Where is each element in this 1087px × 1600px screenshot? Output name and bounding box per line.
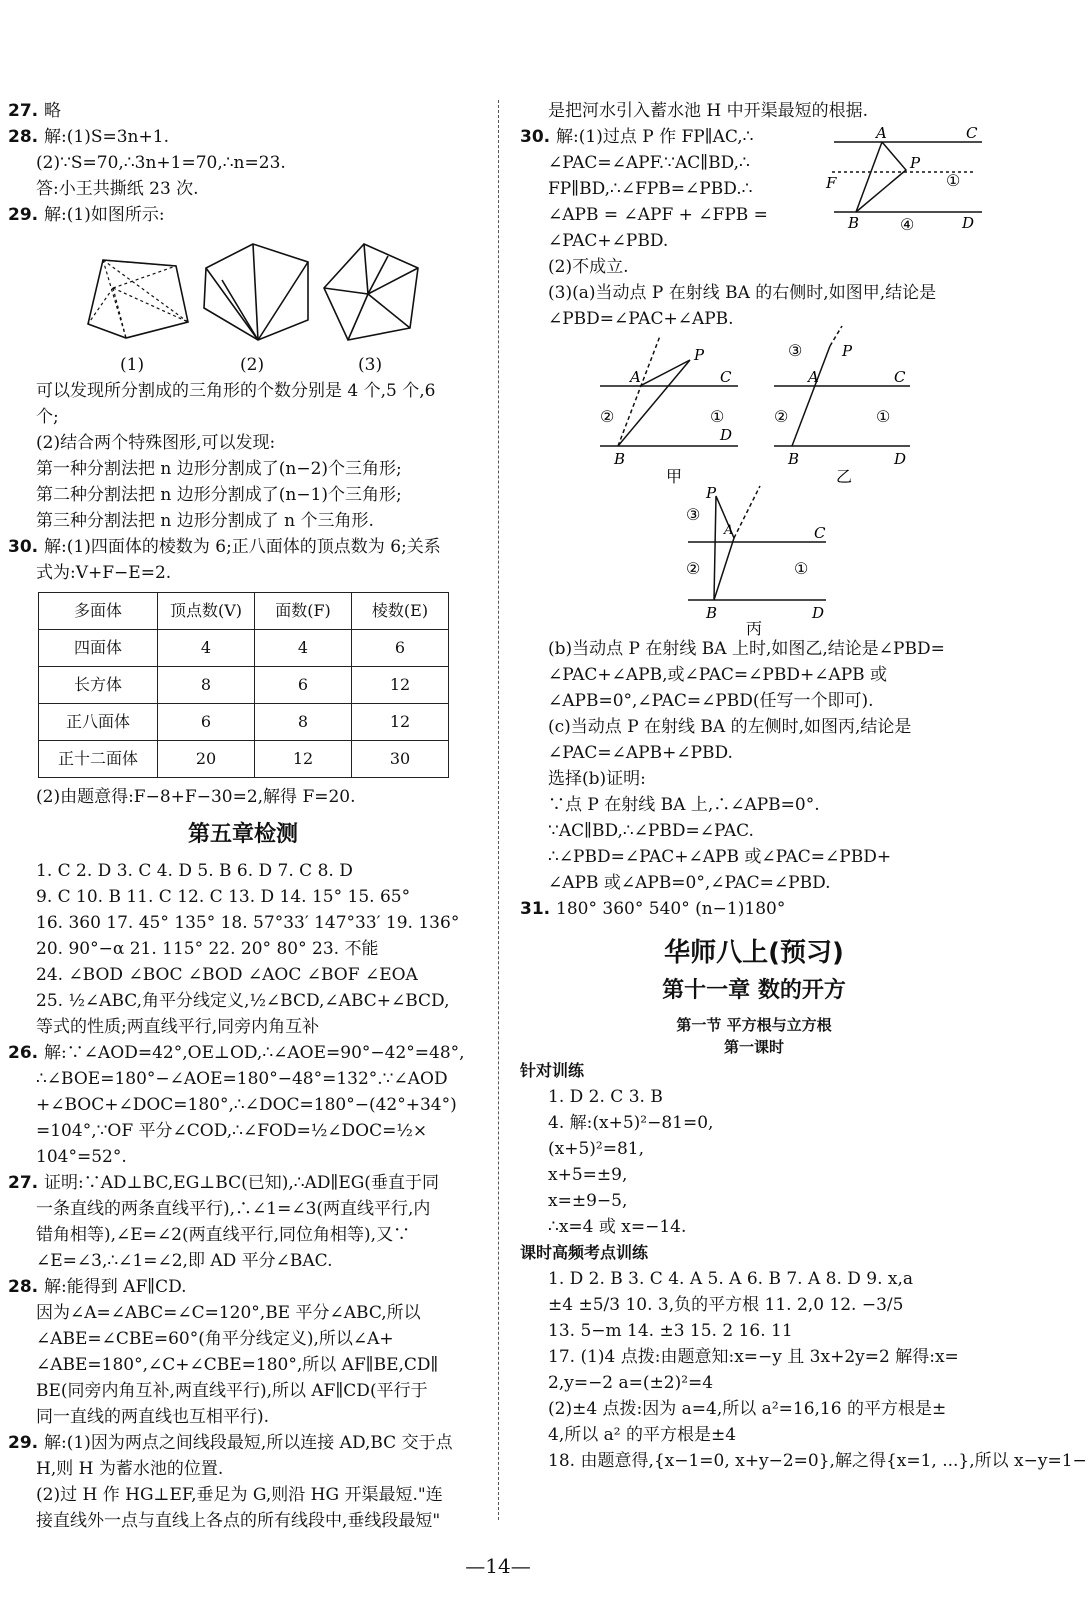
table-header: 顶点数(V) — [158, 593, 255, 630]
question-number: 27. — [8, 1173, 45, 1193]
bing-region-3: ③ — [686, 505, 701, 524]
yi-label-P: P — [842, 342, 853, 360]
answer-text: ∠PAC+∠APB,或∠PAC=∠PBD+∠APB 或 — [548, 665, 888, 685]
answer-text: 解:(1)过点 P 作 FP∥AC,∴ — [556, 127, 754, 147]
answer-text: 4,所以 a² 的平方根是±4 — [548, 1425, 737, 1445]
table-cell: 20 — [158, 741, 255, 778]
answer-text: 180° 360° 540° (n−1)180° — [556, 899, 786, 919]
text-line — [8, 858, 478, 884]
table-cell: 4 — [158, 630, 255, 667]
answer-text: 可以发现所分割成的三角形的个数分别是 4 个,5 个,6 — [36, 381, 436, 401]
answer-text: 同一直线的两直线也互相平行). — [36, 1407, 270, 1427]
fig1-region-4: ④ — [900, 215, 915, 234]
jia-label-P: P — [694, 346, 705, 364]
question-number: 31. — [520, 899, 557, 919]
figure-yi-caption: 乙 — [836, 467, 853, 486]
yi-label-C: C — [894, 368, 906, 386]
answer-text: 解:(1)S=3n+1. — [44, 127, 169, 147]
polyhedron-table — [38, 592, 449, 778]
answer-text: ∠PAC=∠APF.∵AC∥BD,∴ — [548, 153, 750, 173]
answer-text: ∠ABE=∠CBE=60°(角平分线定义),所以∠A+ — [36, 1329, 394, 1349]
answer-text: 证明:∵AD⊥BC,EG⊥BC(已知),∴AD∥EG(垂直于同 — [44, 1173, 439, 1193]
answers-block-right-3 — [520, 1084, 988, 1240]
section-title-chapter5: 第五章检测 — [187, 822, 298, 847]
text-line — [520, 1370, 988, 1396]
text-line — [8, 98, 478, 124]
question-number: 30. — [520, 127, 557, 147]
text-line — [8, 784, 478, 810]
answer-text: H,则 H 为蓄水池的位置. — [36, 1459, 224, 1479]
answer-text: 一条直线的两条直线平行),∴∠1=∠3(两直线平行,内 — [36, 1199, 431, 1219]
answer-text: 错角相等),∠E=∠2(两直线平行,同位角相等),又∵ — [36, 1225, 411, 1245]
bing-label-A: A — [724, 523, 734, 538]
text-line — [8, 1352, 478, 1378]
answer-text: (x+5)²=81, — [548, 1139, 645, 1159]
text-line — [8, 534, 478, 560]
answers-block-3 — [8, 784, 478, 810]
text-line — [520, 844, 988, 870]
text-line — [8, 430, 478, 456]
answer-text: x+5=±9, — [548, 1165, 628, 1185]
text-line — [8, 176, 478, 202]
text-line — [520, 1214, 988, 1240]
question-number: 28. — [8, 127, 45, 147]
answer-text: 第一种分割法把 n 边形分割成了(n−2)个三角形; — [36, 459, 402, 479]
table-row — [39, 667, 449, 704]
text-line — [520, 1162, 988, 1188]
label-frequent-practice: 课时高频考点训练 — [520, 1243, 649, 1262]
answer-text: 解:(1)四面体的棱数为 6;正八面体的顶点数为 6;关系 — [44, 537, 441, 557]
answer-text: 解:(1)因为两点之间线段最短,所以连接 AD,BC 交于点 — [44, 1433, 453, 1453]
yi-label-D: D — [894, 450, 907, 468]
text-line — [520, 1422, 988, 1448]
text-line — [8, 560, 478, 586]
answer-text: +∠BOC+∠DOC=180°,∴∠DOC=180°−(42°+34°) — [36, 1095, 457, 1115]
answer-text: (2)过 H 作 HG⊥EF,垂足为 G,则沿 HG 开渠最短."连 — [36, 1485, 443, 1505]
yi-region-2: ② — [774, 407, 789, 426]
answer-text: FP∥BD,∴∠FPB=∠PBD.∴ — [548, 179, 753, 199]
answers-block-right-2 — [520, 636, 988, 922]
figure-jia-caption: 甲 — [666, 467, 683, 486]
answer-text: 13. 5−m 14. ±3 15. 2 16. 11 — [548, 1321, 793, 1341]
answer-text: ∠PAC=∠APB+∠PBD. — [548, 743, 733, 763]
jia-region-2: ② — [600, 407, 615, 426]
text-line — [8, 1066, 478, 1092]
figure-bing-caption: 丙 — [746, 619, 763, 638]
answers-block-1 — [8, 98, 478, 228]
answer-text: 1. C 2. D 3. C 4. D 5. B 6. D 7. C 8. D — [36, 861, 353, 881]
table-cell: 30 — [352, 741, 449, 778]
text-line — [8, 124, 478, 150]
bing-label-C: C — [814, 524, 826, 542]
column-divider — [498, 100, 499, 1520]
text-line — [8, 456, 478, 482]
text-line — [520, 254, 988, 280]
table-cell: 12 — [352, 667, 449, 704]
answer-text: 16. 360 17. 45° 135° 18. 57°33′ 147°33′ 19. 136° — [36, 913, 460, 933]
answer-text: 1. D 2. B 3. C 4. A 5. A 6. B 7. A 8. D 9. x,a — [548, 1269, 914, 1289]
answer-text: 4. 解:(x+5)²−81=0, — [548, 1113, 714, 1133]
parallel-figure-1 — [826, 124, 986, 234]
text-line — [520, 98, 988, 124]
text-line — [520, 896, 988, 922]
text-line — [8, 1274, 478, 1300]
jia-label-D: D — [720, 426, 733, 444]
answers-block-right-4 — [520, 1266, 1087, 1474]
answer-text: ∠APB 或∠APB=0°,∠PAC=∠PBD. — [548, 873, 831, 893]
pentagon-label-2: (2) — [240, 355, 265, 375]
table-cell: 8 — [158, 667, 255, 704]
text-line — [8, 1144, 478, 1170]
jia-label-B: B — [614, 450, 626, 468]
text-line — [8, 1222, 478, 1248]
table-header: 多面体 — [39, 593, 158, 630]
text-line — [8, 508, 478, 534]
fig1-label-F: F — [826, 174, 837, 192]
text-line — [8, 962, 478, 988]
answer-text: ∠PBD=∠PAC+∠APB. — [548, 309, 734, 329]
text-line — [520, 1396, 988, 1422]
text-line — [8, 910, 478, 936]
table-cell: 6 — [255, 667, 352, 704]
right-column — [520, 98, 1087, 1474]
answer-text: (2)±4 点拨:因为 a=4,所以 a²=16,16 的平方根是± — [548, 1399, 947, 1419]
text-line — [8, 1326, 478, 1352]
text-line — [8, 936, 478, 962]
text-line — [8, 482, 478, 508]
answer-text: 解:能得到 AF∥CD. — [44, 1277, 187, 1297]
text-line — [8, 988, 478, 1014]
text-line — [8, 404, 478, 430]
pentagon-labels — [8, 352, 478, 378]
answer-text: ∴∠BOE=180°−∠AOE=180°−48°=132°.∵∠AOD — [36, 1069, 448, 1089]
text-line — [520, 1448, 1087, 1474]
table-cell: 4 — [255, 630, 352, 667]
text-line — [8, 1404, 478, 1430]
text-line — [520, 1344, 988, 1370]
answer-text: 1. D 2. C 3. B — [548, 1087, 663, 1107]
answers-block-2 — [8, 378, 478, 586]
answer-text: ∵点 P 在射线 BA 上,∴∠APB=0°. — [548, 795, 820, 815]
bing-label-P: P — [706, 484, 717, 502]
text-line — [520, 714, 988, 740]
table-cell: 四面体 — [39, 630, 158, 667]
text-line — [520, 1084, 988, 1110]
pentagon-1 — [88, 260, 188, 338]
answer-text: 选择(b)证明: — [548, 769, 646, 789]
answer-text: (c)当动点 P 在射线 BA 的左侧时,如图丙,结论是 — [548, 717, 912, 737]
question-number: 27. — [8, 101, 45, 121]
answer-text: ∵AC∥BD,∴∠PBD=∠PAC. — [548, 821, 754, 841]
parallel-figure-bing — [520, 486, 988, 636]
answer-text: 2,y=−2 a=(±2)²=4 — [548, 1373, 714, 1393]
table-cell: 正八面体 — [39, 704, 158, 741]
text-line — [520, 1136, 988, 1162]
text-line — [8, 1170, 478, 1196]
answer-text: 18. 由题意得,{x−1=0, x+y−2=0},解之得{x=1, ...},所以 x−y=1− — [548, 1451, 1087, 1471]
question-number: 28. — [8, 1277, 45, 1297]
text-line — [8, 1248, 478, 1274]
label-targeted-practice: 针对训练 — [520, 1061, 585, 1080]
answer-text: ∠E=∠3,∴∠1=∠2,即 AD 平分∠BAC. — [36, 1251, 333, 1271]
text-line — [8, 1482, 478, 1508]
text-line — [520, 1292, 988, 1318]
answer-text: 接直线外一点与直线上各点的所有线段中,垂线段最短" — [36, 1511, 441, 1531]
text-line — [520, 792, 988, 818]
answer-text: ∠APB = ∠APF + ∠FPB = — [548, 205, 768, 225]
text-line — [8, 1118, 478, 1144]
table-cell: 12 — [352, 704, 449, 741]
answer-text: ±4 ±5/3 10. 3,负的平方根 11. 2,0 12. −3/5 — [548, 1295, 904, 1315]
answer-text: 因为∠A=∠ABC=∠C=120°,BE 平分∠ABC,所以 — [36, 1303, 421, 1323]
pentagon-label-1: (1) — [120, 355, 145, 375]
answer-text: 20. 90°−α 21. 115° 22. 20° 80° 23. 不能 — [36, 939, 379, 959]
answer-text: 104°=52°. — [36, 1147, 127, 1167]
answer-text: x=±9−5, — [548, 1191, 628, 1211]
answer-text: 是把河水引入蓄水池 H 中开渠最短的根据. — [548, 101, 869, 121]
answer-text: 解:(1)如图所示: — [44, 205, 165, 225]
text-line — [520, 766, 988, 792]
text-line — [8, 1040, 478, 1066]
fig1-label-C: C — [966, 124, 978, 142]
question-number: 29. — [8, 1433, 45, 1453]
answer-text: 式为:V+F−E=2. — [36, 563, 172, 583]
text-line — [520, 818, 988, 844]
bing-label-B: B — [706, 604, 718, 622]
table-header-row — [39, 593, 449, 630]
answer-text: 24. ∠BOD ∠BOC ∠BOD ∠AOC ∠BOF ∠EOA — [36, 965, 418, 985]
jia-label-A: A — [630, 368, 641, 386]
chapter-title: 第十一章 数的开方 — [662, 978, 846, 1003]
text-line — [8, 1092, 478, 1118]
text-line — [520, 1318, 988, 1344]
table-cell: 正十二面体 — [39, 741, 158, 778]
jia-label-C: C — [720, 368, 732, 386]
left-column — [8, 98, 478, 1534]
answer-text: ∴∠PBD=∠PAC+∠APB 或∠PAC=∠PBD+ — [548, 847, 892, 867]
answer-text: ∴x=4 或 x=−14. — [548, 1217, 687, 1237]
table-cell: 6 — [158, 704, 255, 741]
answer-text: 解:∵∠AOD=42°,OE⊥OD,∴∠AOE=90°−42°=48°, — [44, 1043, 465, 1063]
text-line — [520, 306, 988, 332]
text-line — [8, 1430, 478, 1456]
bing-region-1: ① — [794, 559, 809, 578]
answer-text: BE(同旁内角互补,两直线平行),所以 AF∥CD(平行于 — [36, 1381, 428, 1401]
answer-text: ∠ABE=180°,∠C+∠CBE=180°,所以 AF∥BE,CD∥ — [36, 1355, 439, 1375]
fig1-region-1: ① — [946, 171, 961, 190]
text-line — [8, 202, 478, 228]
answer-text: 第二种分割法把 n 边形分割成了(n−1)个三角形; — [36, 485, 402, 505]
answer-text: (2)结合两个特殊图形,可以发现: — [36, 433, 276, 453]
jia-region-1: ① — [710, 407, 725, 426]
text-line — [8, 1196, 478, 1222]
text-line — [520, 688, 988, 714]
question-number: 29. — [8, 205, 45, 225]
fig1-label-P: P — [910, 154, 921, 172]
answer-text: 25. ½∠ABC,角平分线定义,½∠BCD,∠ABC+∠BCD, — [36, 991, 450, 1011]
yi-region-3: ③ — [788, 341, 803, 360]
yi-label-A: A — [808, 368, 819, 386]
yi-region-1: ① — [876, 407, 891, 426]
question-number: 26. — [8, 1043, 45, 1063]
fig1-label-A: A — [876, 124, 887, 142]
text-line — [8, 378, 478, 404]
table-row — [39, 630, 449, 667]
table-cell: 6 — [352, 630, 449, 667]
answer-text: 个; — [36, 407, 59, 427]
text-line — [520, 1188, 988, 1214]
text-line — [8, 1456, 478, 1482]
answer-text: ∠APB=0°,∠PAC=∠PBD(任写一个即可). — [548, 691, 874, 711]
page-number: —14— — [465, 1554, 531, 1578]
answer-text: 略 — [44, 101, 62, 121]
text-line — [8, 1378, 478, 1404]
answer-text: (2)由题意得:F−8+F−30=2,解得 F=20. — [36, 787, 356, 807]
table-header: 面数(F) — [255, 593, 352, 630]
answer-text: (2)∵S=70,∴3n+1=70,∴n=23. — [36, 153, 286, 173]
bing-region-2: ② — [686, 559, 701, 578]
answer-text: (b)当动点 P 在射线 BA 上时,如图乙,结论是∠PBD= — [548, 639, 945, 659]
table-cell: 8 — [255, 704, 352, 741]
table-cell: 长方体 — [39, 667, 158, 704]
fig1-label-D: D — [962, 214, 975, 232]
table-row — [39, 704, 449, 741]
answer-text: ∠PAC+∠PBD. — [548, 231, 669, 251]
answer-text: 第三种分割法把 n 边形分割成了 n 个三角形. — [36, 511, 374, 531]
answer-text: 17. (1)4 点拨:由题意知:x=−y 且 3x+2y=2 解得:x= — [548, 1347, 959, 1367]
text-line — [520, 1266, 988, 1292]
answer-text: 等式的性质;两直线平行,同旁内角互补 — [36, 1017, 320, 1037]
text-line — [8, 1300, 478, 1326]
text-line — [520, 280, 988, 306]
answer-text: =104°,∵OF 平分∠COD,∴∠FOD=½∠DOC=½× — [36, 1121, 428, 1141]
text-line — [520, 636, 988, 662]
table-cell: 12 — [255, 741, 352, 778]
text-line — [520, 662, 988, 688]
section-title: 第一节 平方根与立方根 — [676, 1016, 832, 1034]
text-line — [520, 870, 988, 896]
table-row — [39, 741, 449, 778]
question-number: 30. — [8, 537, 45, 557]
answers-block-4 — [8, 858, 478, 1534]
table-header: 棱数(E) — [352, 593, 449, 630]
text-line — [8, 150, 478, 176]
pentagon-label-3: (3) — [358, 355, 383, 375]
parallel-figures-jia-yi — [520, 336, 988, 486]
fig1-label-B: B — [848, 214, 860, 232]
yi-label-B: B — [788, 450, 800, 468]
text-line — [520, 740, 988, 766]
bing-label-D: D — [812, 604, 825, 622]
preview-title: 华师八上(预习) — [664, 938, 844, 968]
text-line — [8, 1508, 478, 1534]
answer-text: (2)不成立. — [548, 257, 629, 277]
lesson-title: 第一课时 — [723, 1038, 784, 1056]
answer-text: 答:小王共撕纸 23 次. — [36, 179, 199, 199]
text-line — [8, 1014, 478, 1040]
text-line — [520, 1110, 988, 1136]
answer-text: 9. C 10. B 11. C 12. C 13. D 14. 15° 15. 65° — [36, 887, 411, 907]
answer-text: (3)(a)当动点 P 在射线 BA 的右侧时,如图甲,结论是 — [548, 283, 937, 303]
text-line — [8, 884, 478, 910]
pentagon-figures — [8, 228, 468, 356]
